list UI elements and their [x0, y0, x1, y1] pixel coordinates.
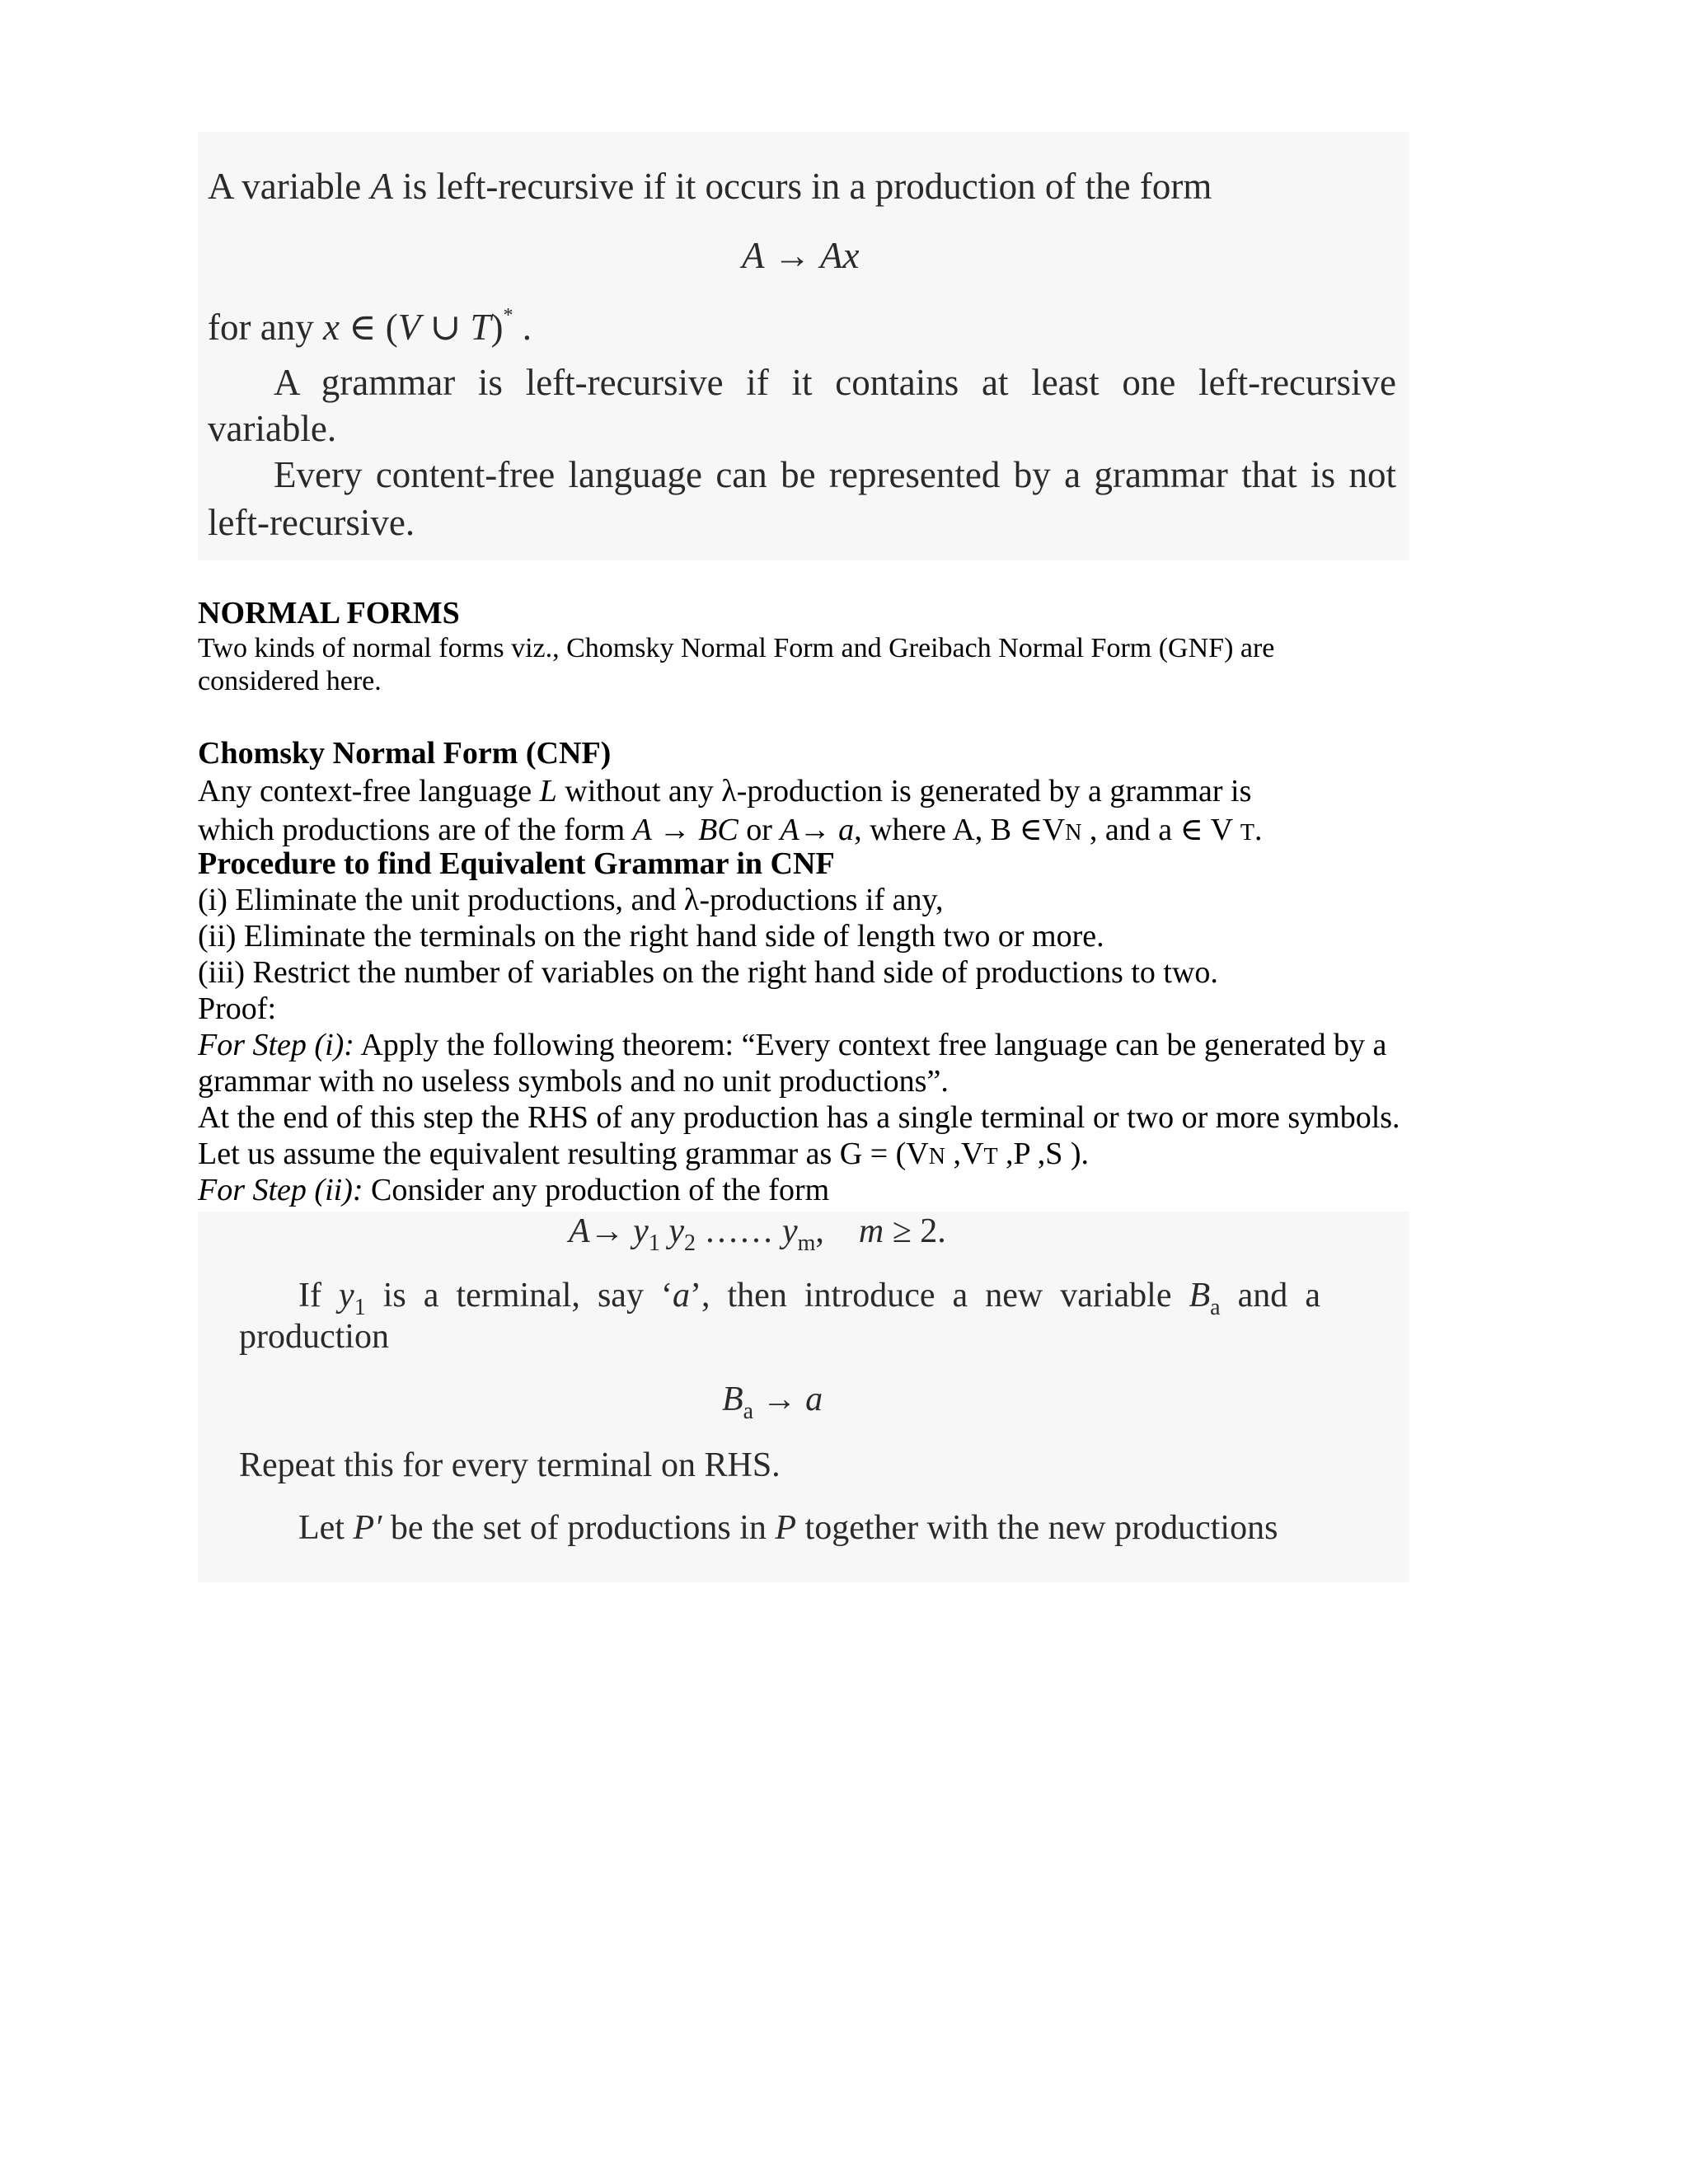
grammar-left-recursive-line2: variable. — [208, 408, 337, 449]
normal-forms-line1: Two kinds of normal forms viz., Chomsky Normal Form and Greibach Normal Form (GNF) are — [198, 633, 1275, 663]
procedure-step-2: (ii) Eliminate the terminals on the right hand side of length two or more. — [198, 919, 1104, 954]
cnf-heading: Chomsky Normal Form (CNF) — [198, 736, 612, 771]
cnf-line2: which productions are of the form A → BC or A→ a, where A, B ∈VN , and a ∈ V T. — [198, 813, 1263, 847]
normal-forms-heading: NORMAL FORMS — [198, 596, 460, 630]
left-recursive-definition: A variable A is left-recursive if it occurs in a production of the form — [208, 166, 1212, 207]
for-step-1-line1: For Step (i): Apply the following theorem: “Every context free language can be generated by a — [198, 1028, 1387, 1062]
grammar-left-recursive-line1: A grammar is left-recursive if it contains at least one left-recursive — [274, 362, 1396, 403]
procedure-step-3: (iii) Restrict the number of variables on the right hand side of productions to two. — [198, 955, 1218, 990]
production-form-formula: $A\to y_1$ $y_2$ …… $y_m$, m ≥ 2. — [569, 1212, 946, 1256]
if-terminal-line1: If $y_1$ is a terminal, say ‘a’, then introduce a new variable $B_a$ and a — [298, 1277, 1320, 1320]
let-p-prime-line: Let P′ be the set of productions in P together with the new productions — [298, 1509, 1278, 1547]
for-step-2-line: For Step (ii): Consider any production of the form — [198, 1173, 830, 1207]
repeat-line: Repeat this for every terminal on RHS. — [239, 1446, 781, 1484]
if-terminal-line2: production — [239, 1318, 389, 1356]
formula-ba-to-a: $B_a \to a$ — [722, 1380, 823, 1424]
formula-a-to-ax: A → Ax — [742, 235, 860, 276]
cfl-represented-line1: Every content-free language can be represented by a grammar that is not — [274, 454, 1396, 495]
assume-grammar-line: Let us assume the equivalent resulting grammar as G = (VN ,VT ,P ,S ). — [198, 1137, 1090, 1171]
cnf-line1: Any context-free language L without any λ-production is generated by a grammar is — [198, 774, 1252, 808]
end-of-step-line: At the end of this step the RHS of any production has a single terminal or two or more symbols. — [198, 1100, 1400, 1135]
cfl-represented-line2: left-recursive. — [208, 502, 415, 543]
for-any-line: for any x ∈ (V ∪ T)* . — [208, 305, 532, 348]
normal-forms-line2: considered here. — [198, 666, 382, 696]
procedure-heading: Procedure to find Equivalent Grammar in CNF — [198, 846, 835, 881]
procedure-step-1: (i) Eliminate the unit productions, and λ-productions if any, — [198, 883, 944, 917]
proof-label: Proof: — [198, 991, 276, 1026]
for-step-1-line2: grammar with no useless symbols and no unit productions”. — [198, 1064, 949, 1099]
